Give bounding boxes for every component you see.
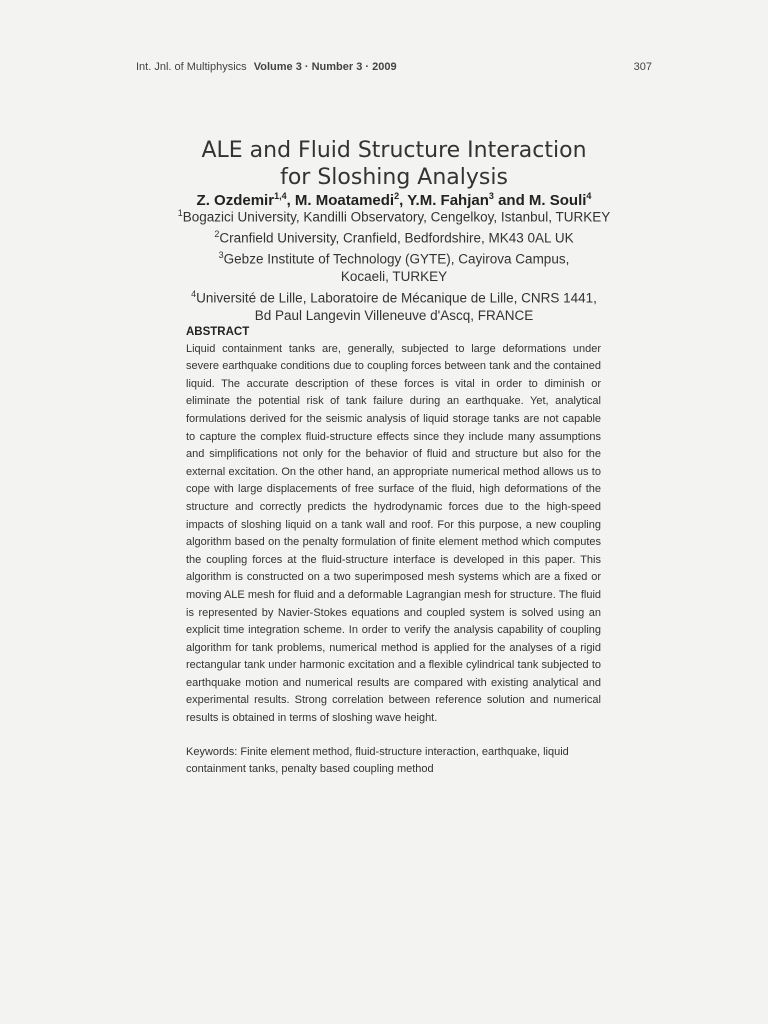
- author-name: M. Moatamedi: [294, 192, 395, 209]
- page-number: 307: [633, 61, 652, 73]
- title-line-1: ALE and Fluid Structure Interaction: [201, 137, 587, 163]
- affiliation-line: [120, 247, 668, 268]
- affiliation-list: [120, 205, 668, 324]
- affiliation-text: Université de Lille, Laboratoire de Mécanique de Lille, CNRS 1441,: [196, 290, 597, 305]
- affiliation-text: Gebze Institute of Technology (GYTE), Cayirova Campus,: [223, 251, 570, 267]
- author-separator: and: [493, 192, 529, 209]
- author-name: Z. Ozdemir: [196, 192, 275, 209]
- affiliation-line: [120, 268, 668, 286]
- affiliation-text: Cranfield University, Cranfield, Bedfordshire, MK43 0AL UK: [219, 230, 574, 246]
- affiliation-text: Bogazici University, Kandilli Observatory, Cengelkoy, Istanbul, TURKEY: [182, 209, 611, 225]
- affiliation-mark: 1: [177, 208, 183, 218]
- author-separator: ,: [399, 192, 408, 209]
- author-affiliation-mark: 1,4: [274, 191, 287, 201]
- affiliation-mark: 2: [214, 229, 220, 239]
- affiliation-line: [120, 286, 668, 307]
- paper-title: [136, 137, 652, 191]
- running-head: [136, 61, 652, 77]
- author-name: M. Souli: [528, 192, 587, 209]
- abstract-body: Liquid containment tanks are, generally, subjected to large deformations under severe earthquake conditions due to coupling forces between tank and the contained liquid. The accurate description of these forces is vital in order to diminish or eliminate the potential risk of tank failure during an earthquake. Yet, analytical formulations derived for the seismic analysis of liquid storage tanks are not capable to capture the complex fluid-structure effects since they include many assumptions and simplifications not only for the behavior of fluid and structure but also for the external excitation. On the other hand, an appropriate numerical method allows us to cope with large displacements of free surface of the fluid, high deformations of the structure and correctly predicts the hydrodynamic forces due to the high-speed impacts of sloshing liquid on a tank wall and roof. For this purpose, a new coupling algorithm based on the penalty formulation of finite element method which computes the coupling forces at the fluid-structure interface is developed in this paper. This algorithm is constructed on a two superimposed mesh systems which are a fixed or moving ALE mesh for fluid and a deformable Lagrangian mesh for structure. The fluid is represented by Navier-Stokes equations and coupled system is solved using an explicit time integration scheme. In order to verify the analysis capability of coupling algorithm for tank problems, numerical method is applied for the analyses of a rigid rectangular tank under harmonic excitation and a flexible cylindrical tank subjected to earthquake motion and numerical results are compared with existing analytical and experimental results. Strong correlation between reference solution and numerical results is obtained in terms of sloshing wave height.: [186, 342, 601, 725]
- abstract-heading: ABSTRACT: [186, 326, 250, 338]
- author-affiliation-mark: 3: [488, 191, 494, 201]
- affiliation-line: [120, 226, 668, 247]
- keywords: Keywords: Finite element method, fluid-structure interaction, earthquake, liquid containment tanks, penalty based coupling method: [186, 745, 569, 776]
- affiliation-line: [120, 205, 668, 226]
- author-affiliation-mark: 4: [586, 191, 592, 201]
- author-affiliation-mark: 2: [394, 191, 400, 201]
- affiliation-text: Bd Paul Langevin Villeneuve d'Ascq, FRANCE: [254, 307, 534, 323]
- journal-name: Int. Jnl. of Multiphysics: [136, 61, 247, 73]
- affiliation-text: Kocaeli, TURKEY: [340, 269, 448, 284]
- author-name: Y.M. Fahjan: [407, 192, 489, 209]
- affiliation-line: [120, 307, 668, 325]
- author-separator: ,: [286, 192, 295, 209]
- volume-info: Volume 3 · Number 3 · 2009: [253, 61, 397, 73]
- affiliation-mark: 3: [218, 250, 224, 260]
- abstract-section: [186, 324, 601, 790]
- affiliation-mark: 4: [191, 288, 197, 299]
- title-line-2: for Sloshing Analysis: [280, 164, 508, 190]
